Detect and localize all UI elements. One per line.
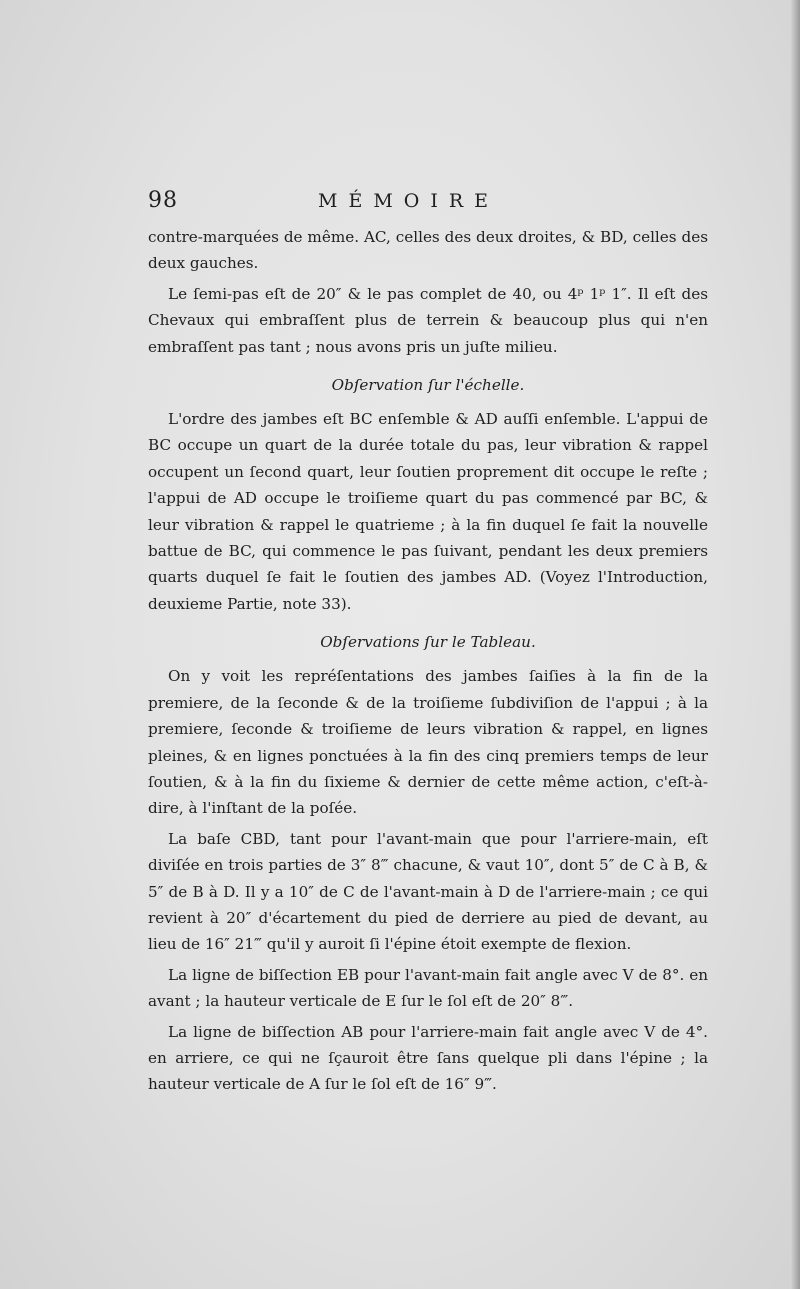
page-text-block <box>148 188 708 1098</box>
paragraph-semi-pas: Le ſemi-pas eſt de 20″ & le pas complet de 40, ou 4ᵖ 1ᵖ 1″. Il eſt des Chevaux qui embraſſent plus de terrein & beaucoup plus qui n'en embraſſent pas tant ; nous avons pris un juſte milieu. <box>148 284 708 356</box>
section-heading-tableau: Obſervations ſur le Tableau. <box>320 633 536 652</box>
page-edge-shadow <box>790 0 800 1289</box>
paragraph-ordre-jambes: L'ordre des jambes eſt BC enſemble & AD auſſi enſemble. L'appui de BC occupe un quart de la durée totale du pas, leur vibration & rappel occupent un ſecond quart, leur ſoutien proprement dit occupe le reſte ; l'appui de AD occupe le troiſieme quart du pas commencé par BC, & leur vibration & rappel le quatrieme ; à la fin duquel ſe fait la nouvelle battue de BC, qui commence le pas ſuivant, pendant les deux premiers quarts duquel ſe fait le ſoutien des jambes AD. (Voyez l'Introduction, deuxieme Partie, note 33). <box>148 410 708 613</box>
running-title: MÉMOIRE <box>318 190 500 212</box>
paragraph-ligne-ab: La ligne de biſſection AB pour l'arriere-main fait angle avec V de 4°. en arriere, ce qui ne ſçauroit être ſans quelque pli dans l'épine ; la hauteur verticale de A ſur le ſol eſt de 16″ 9‴. <box>148 1022 708 1094</box>
page-header <box>148 188 708 218</box>
paragraph-representations: On y voit les repréſentations des jambes ſaiſies à la fin de la premiere, de la ſeconde & de la troiſieme ſubdiviſion de l'appui ; à la premiere, ſeconde & troiſieme de leurs vibration & rappel, en lignes pleines, & en lignes ponctuées à la fin des cinq premiers temps de leur ſoutien, & à la fin du ſixieme & dernier de cette même action, c'eſt-à-dire, à l'inſtant de la poſée. <box>148 667 708 818</box>
paragraph-base-cbd: La baſe CBD, tant pour l'avant-main que pour l'arriere-main, eſt diviſée en trois parties de 3″ 8‴ chacune, & vaut 10″, dont 5″ de C à B, & 5″ de B à D. Il y a 10″ de C de l'avant-main à D de l'arriere-main ; ce qui revient à 20″ d'écartement du pied de derriere au pied de devant, au lieu de 16″ 21‴ qu'il y auroit ſi l'épine étoit exempte de flexion. <box>148 829 708 954</box>
paragraph-continuation: contre-marquées de même. AC, celles des deux droites, & BD, celles des deux gauches. <box>148 228 708 273</box>
paragraph-ligne-eb: La ligne de biſſection EB pour l'avant-main fait angle avec V de 8°. en avant ; la hauteur verticale de E ſur le ſol eſt de 20″ 8‴. <box>148 965 708 1011</box>
section-heading-echelle: Obſervation ſur l'échelle. <box>331 376 525 395</box>
page-number: 98 <box>148 188 178 213</box>
